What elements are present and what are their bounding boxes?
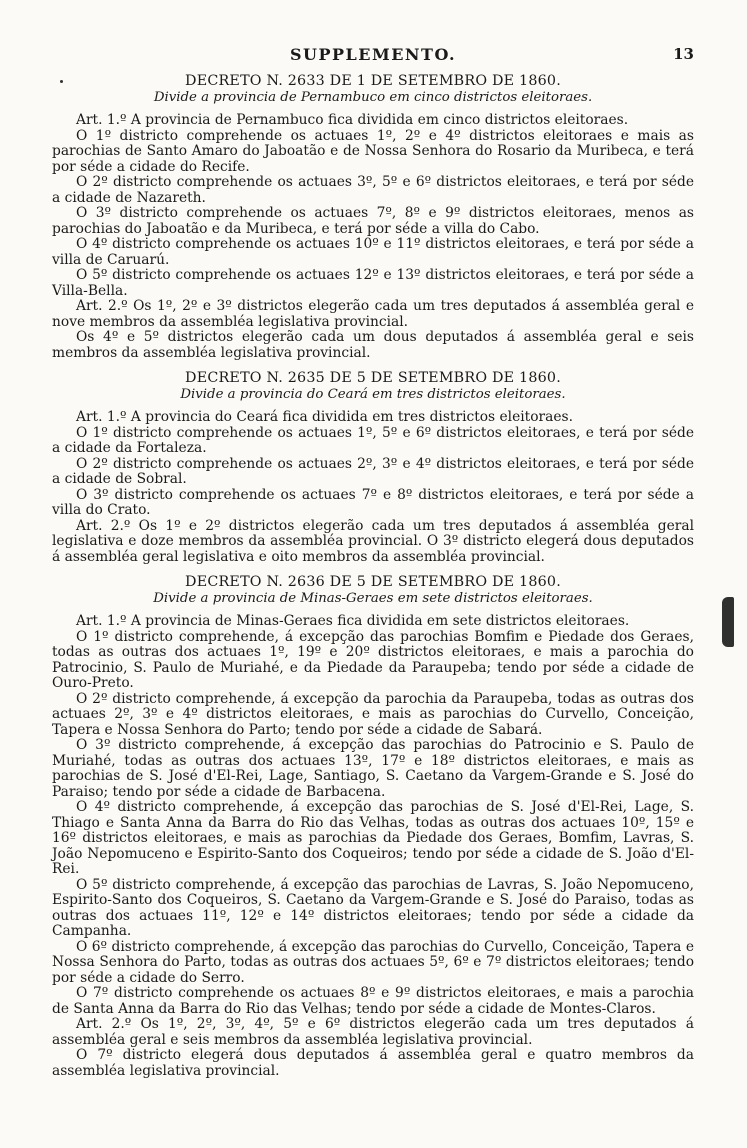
paragraph: O 6º districto comprehende, á excepção das parochias do Curvello, Conceição, Tapera e Nossa Senhora do Parto, todas as outras dos actuaes 5º, 6º e 7º districtos eleitoraes; tendo por séde a cidade do Serro. (52, 938, 694, 986)
decree-section (52, 574, 694, 1079)
paragraph: O 3º districto comprehende os actuaes 7º e 8º districtos eleitoraes, e terá por séde a villa do Crato. (52, 486, 694, 518)
paragraph: O 4º districto comprehende, á excepção das parochias de S. José d'El-Rei, Lage, S. Thiago e Santa Anna da Barra do Rio das Velhas, todas as outras dos actuaes 10º, 15º e 16º districtos eleitoraes, e mais as parochias da Piedade dos Geraes, Bomfim, Lavras, S. João Nepomuceno e Espirito-Santo dos Coqueiros; tendo por séde a cidade de S. João d'El-Rei. (52, 799, 694, 877)
decree-heading: DECRETO N. 2636 DE 5 DE SETEMBRO DE 1860. (185, 574, 561, 590)
paragraph: O 7º districto comprehende os actuaes 8º e 9º districtos eleitoraes, e mais a parochia de Santa Anna da Barra do Rio das Velhas; tendo por séde a cidade de Montes-Claros. (52, 985, 694, 1017)
paragraph: Art. 1.º A provincia de Minas-Geraes fica dividida em sete districtos eleitoraes. (76, 613, 630, 629)
paragraph: Art. 1.º A provincia de Pernambuco fica dividida em cinco districtos eleitoraes. (76, 112, 629, 128)
paragraph: O 7º districto elegerá dous deputados á assembléa geral e quatro membros da assembléa legislativa provincial. (52, 1047, 694, 1079)
page-number: 13 (673, 45, 694, 63)
paragraph: Art. 1.º A provincia do Ceará fica dividida em tres districtos eleitoraes. (76, 409, 573, 425)
decree-section (52, 370, 694, 565)
decree-subtitle: Divide a provincia do Ceará em tres districtos eleitoraes. (180, 387, 566, 402)
paragraph: O 3º districto comprehende os actuaes 7º, 8º e 9º districtos eleitoraes, menos as parochias do Jaboatão e da Muribeca, e terá por séde a villa do Cabo. (52, 205, 694, 237)
decree-subtitle: Divide a provincia de Minas-Geraes em sete districtos eleitoraes. (153, 591, 593, 606)
paragraph: O 2º districto comprehende os actuaes 3º, 5º e 6º districtos eleitoraes, e terá por séde a cidade de Nazareth. (52, 174, 694, 206)
decree-subtitle: Divide a provincia de Pernambuco em cinco districtos eleitoraes. (153, 90, 593, 105)
document-page (52, 45, 694, 1088)
running-title: SUPPLEMENTO. (289, 45, 457, 64)
decree-section (52, 73, 694, 361)
paragraph: O 2º districto comprehende, á excepção da parochia da Paraupeba, todas as outras dos actuaes 2º, 3º e 4º districtos eleitoraes, e mais as parochias do Curvello, Conceição, Tapera e Nossa Senhora do Parto; tendo por séde a cidade de Sabará. (52, 690, 694, 738)
paragraph: O 1º districto comprehende os actuaes 1º, 5º e 6º districtos eleitoraes, e terá por séde a cidade da Fortaleza. (52, 424, 694, 456)
paragraph: Os 4º e 5º districtos elegerão cada um dous deputados á assembléa geral e seis membros da assembléa legislativa provincial. (52, 329, 694, 361)
paragraph: O 5º districto comprehende, á excepção das parochias de Lavras, S. João Nepomuceno, Espirito-Santo dos Coqueiros, S. Caetano da Vargem-Grande e S. José do Paraiso, todas as outras dos actuaes 11º, 12º e 14º districtos eleitoraes; tendo por séde a cidade da Campanha. (52, 876, 694, 939)
paragraph: O 5º districto comprehende os actuaes 12º e 13º districtos eleitoraes, e terá por séde a Villa-Bella. (52, 267, 694, 299)
running-header (52, 45, 694, 67)
paragraph: Art. 2.º Os 1º e 2º districtos elegerão cada um tres deputados á assembléa geral legislativa e doze membros da assembléa provincial. O 3º districto elegerá dous deputados á assembléa geral legislativa e oito membros da assembléa provincial. (52, 517, 694, 565)
paragraph: Art. 2.º Os 1º, 2º e 3º districtos elegerão cada um tres deputados á assembléa geral e nove membros da assembléa legislativa provincial. (52, 298, 694, 330)
paragraph: O 1º districto comprehende os actuaes 1º, 2º e 4º districtos eleitoraes e mais as parochias de Santo Amaro do Jaboatão e de Nossa Senhora do Rosario da Muribeca, e terá por séde a cidade do Recife. (52, 127, 694, 175)
decree-heading: DECRETO N. 2635 DE 5 DE SETEMBRO DE 1860. (185, 370, 561, 386)
paragraph: O 2º districto comprehende os actuaes 2º, 3º e 4º districtos eleitoraes, e terá por séde a cidade de Sobral. (52, 455, 694, 487)
paragraph: O 3º districto comprehende, á excepção das parochias do Patrocinio e S. Paulo de Muriahé, todas as outras dos actuaes 13º, 17º e 18º districtos eleitoraes, e mais as parochias de S. José d'El-Rei, Lage, Santiago, S. Caetano da Vargem-Grande e S. José do Paraiso; tendo por séde a cidade de Barbacena. (52, 737, 694, 800)
paragraph: O 4º districto comprehende os actuaes 10º e 11º districtos eleitoraes, e terá por séde a villa de Caruarú. (52, 236, 694, 268)
paragraph: Art. 2.º Os 1º, 2º, 3º, 4º, 5º e 6º districtos elegerão cada um tres deputados á assembléa geral e seis membros da assembléa legislativa provincial. (52, 1016, 694, 1048)
page-edge-mark (722, 597, 734, 647)
paragraph: O 1º districto comprehende, á excepção das parochias Bomfim e Piedade dos Geraes, todas as outras dos actuaes 1º, 19º e 20º districtos eleitoraes, e mais a parochia do Patrocinio, S. Paulo de Muriahé, e da Piedade da Paraupeba; tendo por séde a cidade de Ouro-Preto. (52, 628, 694, 691)
decree-heading: DECRETO N. 2633 DE 1 DE SETEMBRO DE 1860. (185, 73, 561, 89)
